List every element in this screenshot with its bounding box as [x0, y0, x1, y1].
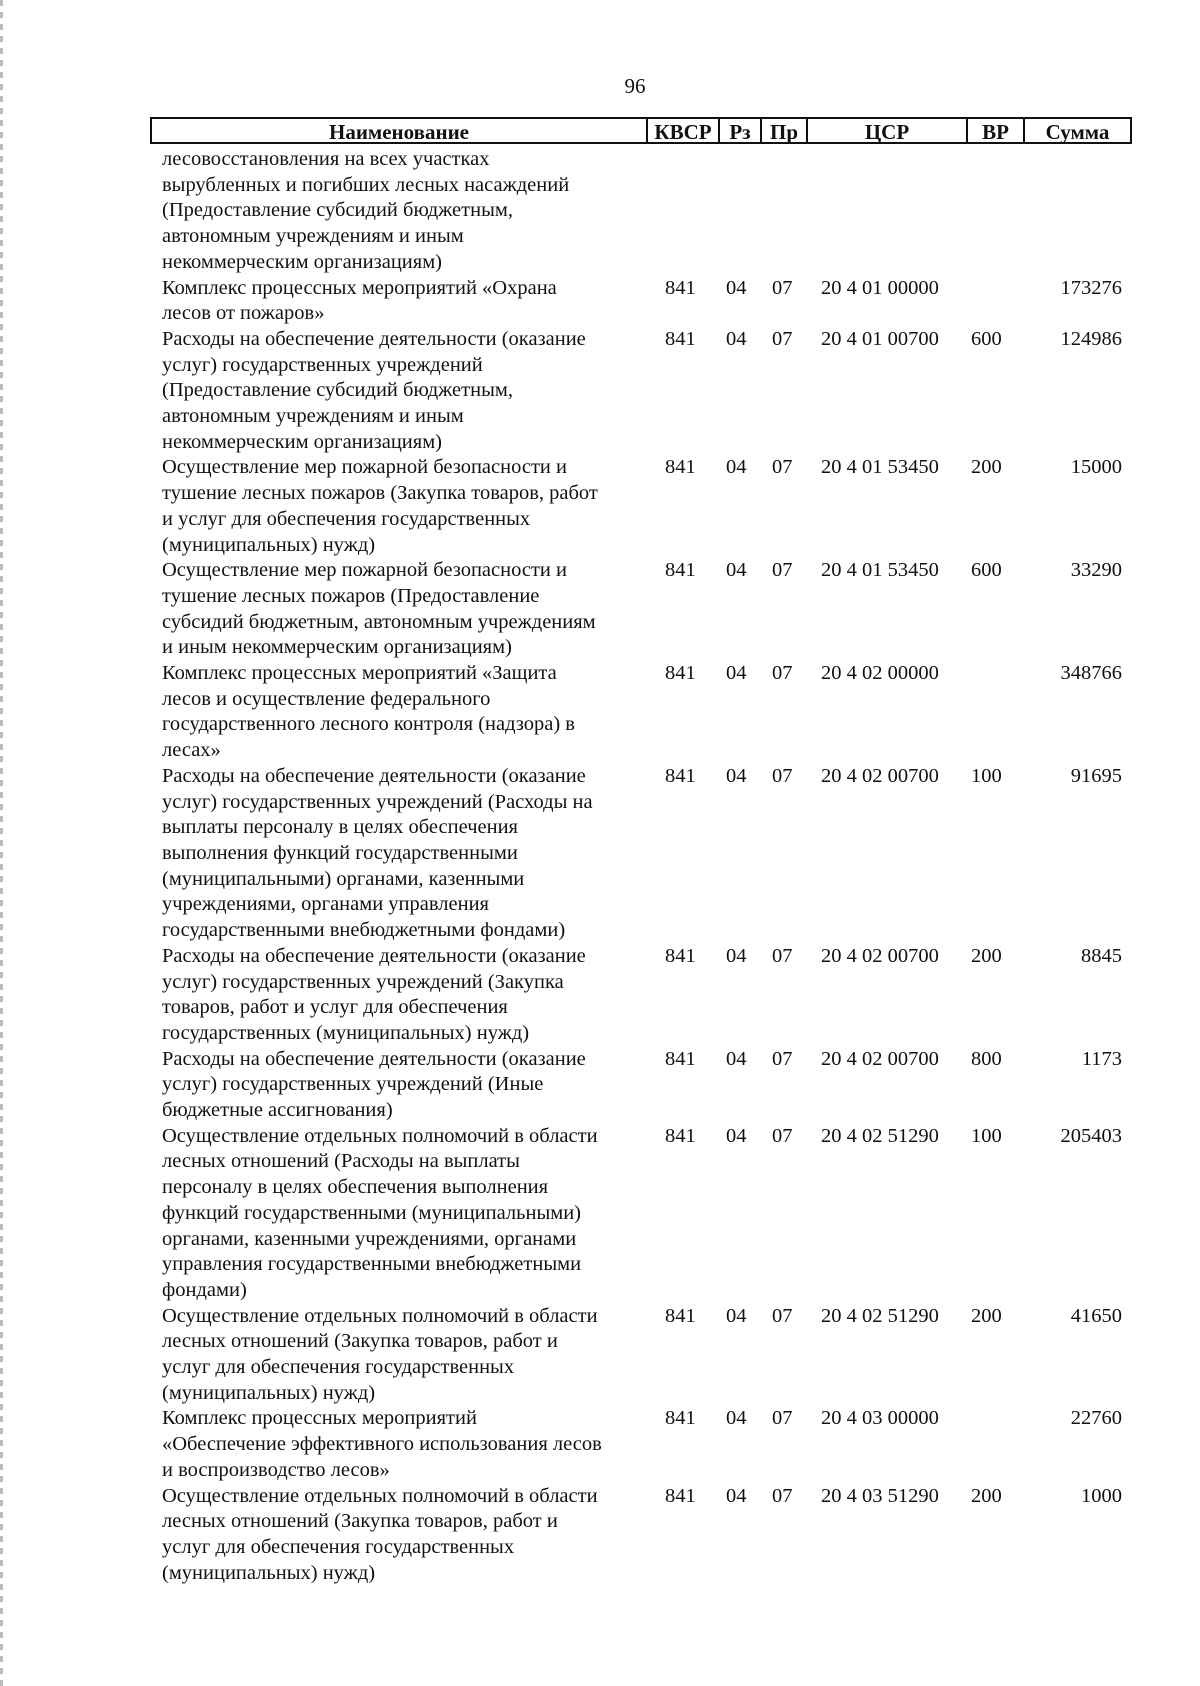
row-sum: 33290 — [1070, 559, 1122, 582]
row-vr: 200 — [971, 1304, 1002, 1327]
row-sum: 15000 — [1070, 456, 1122, 479]
row-pr: 07 — [772, 1124, 793, 1147]
row-rz: 04 — [726, 559, 747, 582]
row-name: Осуществление мер пожарной безопасности и тушение лесных пожаров (Предоставление субсидий бюджетным, автономным учреждениям и иным некоммерческим организациям) — [162, 559, 596, 659]
row-name: Осуществление отдельных полномочий в области лесных отношений (Закупка товаров, работ и услуг для обеспечения государственных (муниципальных) нужд) — [162, 1484, 598, 1584]
header-vr: ВР — [968, 119, 1025, 142]
row-csr: 20 4 01 53450 — [821, 559, 939, 582]
row-csr: 20 4 02 51290 — [821, 1124, 939, 1147]
header-csr: ЦСР — [808, 119, 968, 142]
row-kvsr: 841 — [665, 944, 696, 967]
row-sum: 22760 — [1070, 1407, 1122, 1430]
row-rz: 04 — [726, 1124, 747, 1147]
row-kvsr: 841 — [665, 1484, 696, 1507]
row-rz: 04 — [726, 327, 747, 350]
row-sum: 173276 — [1060, 276, 1122, 299]
table-row — [0, 1406, 1200, 1483]
row-csr: 20 4 01 00000 — [821, 276, 939, 299]
row-sum: 41650 — [1070, 1304, 1122, 1327]
header-rz: Рз — [720, 119, 762, 142]
header-sum: Сумма — [1045, 119, 1110, 144]
row-pr: 07 — [772, 764, 793, 787]
row-sum: 348766 — [1060, 662, 1122, 685]
row-rz: 04 — [726, 764, 747, 787]
row-kvsr: 841 — [665, 1407, 696, 1430]
header-name: Наименование — [152, 119, 648, 142]
row-rz: 04 — [726, 1304, 747, 1327]
row-csr: 20 4 02 00700 — [821, 944, 939, 967]
table-row — [0, 1047, 1200, 1124]
row-sum: 205403 — [1060, 1124, 1122, 1147]
row-csr: 20 4 01 00700 — [821, 327, 939, 350]
row-name: Расходы на обеспечение деятельности (оказание услуг) государственных учреждений (Закупка товаров, работ и услуг для обеспечения государственных (муниципальных) нужд) — [162, 944, 586, 1044]
row-rz: 04 — [726, 456, 747, 479]
row-sum: 1173 — [1081, 1047, 1122, 1070]
row-csr: 20 4 02 51290 — [821, 1304, 939, 1327]
row-sum: 8845 — [1081, 944, 1122, 967]
row-vr: 600 — [971, 327, 1002, 350]
table-row — [0, 1484, 1200, 1587]
row-name: Расходы на обеспечение деятельности (оказание услуг) государственных учреждений (Предоставление субсидий бюджетным, автономным учреждениям и иным некоммерческим организациям) — [162, 327, 586, 453]
row-name: Осуществление мер пожарной безопасности и тушение лесных пожаров (Закупка товаров, работ и услуг для обеспечения государственных (муниципальных) нужд) — [162, 456, 598, 556]
table-row — [0, 764, 1200, 944]
row-kvsr: 841 — [665, 456, 696, 479]
header-kvsr: КВСР — [648, 119, 720, 142]
row-rz: 04 — [726, 662, 747, 685]
row-kvsr: 841 — [665, 1047, 696, 1070]
row-rz: 04 — [726, 944, 747, 967]
row-name: Комплекс процессных мероприятий «Защита лесов и осуществление федерального государственного лесного контроля (надзора) в лесах» — [162, 662, 575, 762]
row-name: Расходы на обеспечение деятельности (оказание услуг) государственных учреждений (Расходы на выплаты персоналу в целях обеспечения выполнения функций государственными (муниципальными) органами, казенными учреждениями, органами управления государственными внебюджетными фондами) — [162, 764, 593, 942]
row-rz: 04 — [726, 276, 747, 299]
row-name: Осуществление отдельных полномочий в области лесных отношений (Расходы на выплаты персоналу в целях обеспечения выполнения функций государственными (муниципальными) органами, казенными учреждениями, органами управления государственными внебюджетными фондами) — [162, 1124, 598, 1301]
table-row — [0, 327, 1200, 456]
row-name: Осуществление отдельных полномочий в области лесных отношений (Закупка товаров, работ и услуг для обеспечения государственных (муниципальных) нужд) — [162, 1304, 598, 1404]
row-pr: 07 — [772, 327, 793, 350]
row-csr: 20 4 03 51290 — [821, 1484, 939, 1507]
row-pr: 07 — [772, 559, 793, 582]
row-vr: 200 — [971, 1484, 1002, 1507]
row-csr: 20 4 03 00000 — [821, 1407, 939, 1430]
table-body — [0, 147, 1200, 1586]
row-kvsr: 841 — [665, 559, 696, 582]
row-vr: 100 — [971, 1124, 1002, 1147]
row-pr: 07 — [772, 1047, 793, 1070]
table-row — [0, 455, 1200, 558]
table-row — [0, 276, 1200, 327]
row-csr: 20 4 01 53450 — [821, 456, 939, 479]
row-pr: 07 — [772, 276, 793, 299]
row-pr: 07 — [772, 1484, 793, 1507]
row-pr: 07 — [772, 944, 793, 967]
row-kvsr: 841 — [665, 662, 696, 685]
row-vr: 800 — [971, 1047, 1002, 1070]
row-sum: 124986 — [1060, 327, 1122, 350]
row-name: Комплекс процессных мероприятий «Обеспечение эффективного использования лесов и воспроизводство лесов» — [162, 1407, 602, 1481]
row-sum: 1000 — [1081, 1484, 1122, 1507]
row-name: Комплекс процессных мероприятий «Охрана лесов от пожаров» — [162, 276, 557, 325]
row-vr: 100 — [971, 764, 1002, 787]
row-csr: 20 4 02 00700 — [821, 1047, 939, 1070]
row-pr: 07 — [772, 456, 793, 479]
table-row — [0, 1124, 1200, 1304]
row-csr: 20 4 02 00000 — [821, 662, 939, 685]
row-rz: 04 — [726, 1407, 747, 1430]
row-kvsr: 841 — [665, 327, 696, 350]
table-header — [150, 117, 1132, 144]
row-name: лесовосстановления на всех участках вырубленных и погибших лесных насаждений (Предоставление субсидий бюджетным, автономным учреждениям и иным некоммерческим организациям) — [162, 148, 570, 273]
row-pr: 07 — [772, 1304, 793, 1327]
row-kvsr: 841 — [665, 1304, 696, 1327]
table-row — [0, 1304, 1200, 1407]
row-pr: 07 — [772, 1407, 793, 1430]
row-vr: 200 — [971, 456, 1002, 479]
row-kvsr: 841 — [665, 276, 696, 299]
table-row — [0, 944, 1200, 1047]
row-rz: 04 — [726, 1484, 747, 1507]
row-name: Расходы на обеспечение деятельности (оказание услуг) государственных учреждений (Иные бюджетные ассигнования) — [162, 1047, 586, 1122]
page-number: 96 — [624, 74, 646, 98]
row-kvsr: 841 — [665, 764, 696, 787]
table-row — [0, 558, 1200, 661]
table-row — [0, 147, 1200, 276]
row-pr: 07 — [772, 662, 793, 685]
row-vr: 200 — [971, 944, 1002, 967]
row-kvsr: 841 — [665, 1124, 696, 1147]
table-row — [0, 661, 1200, 764]
row-vr: 600 — [971, 559, 1002, 582]
header-pr: Пр — [762, 119, 808, 142]
row-csr: 20 4 02 00700 — [821, 764, 939, 787]
row-rz: 04 — [726, 1047, 747, 1070]
row-sum: 91695 — [1070, 764, 1122, 787]
